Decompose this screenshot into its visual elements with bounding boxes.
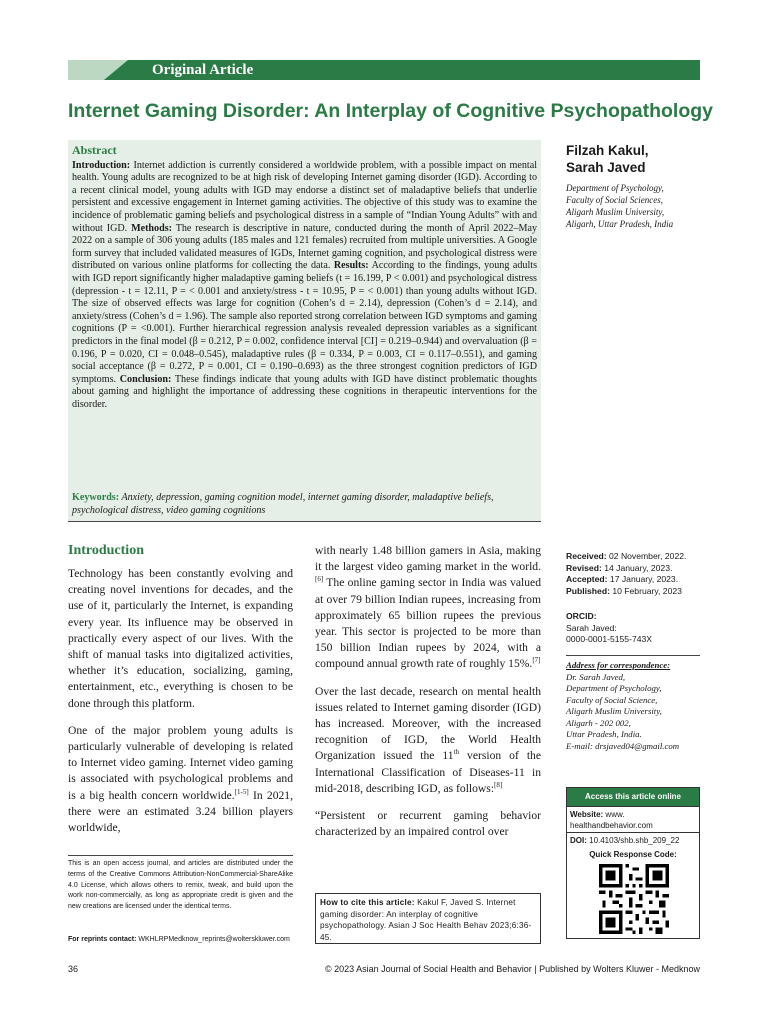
author-name: Sarah Javed [566, 159, 646, 175]
citation-text [320, 897, 536, 943]
correspondence-line: Dr. Sarah Javed, [566, 671, 626, 682]
author-list [566, 143, 649, 176]
abstract-methods-label: Methods: [131, 222, 172, 234]
article-dates [566, 551, 716, 597]
published-date [566, 586, 716, 598]
qr-code-image[interactable] [599, 864, 669, 934]
orcid-name: Sarah Javed: [566, 622, 617, 633]
sidebar-divider [566, 655, 700, 656]
accepted-date [566, 574, 716, 586]
license-divider [68, 855, 293, 856]
body-paragraph [68, 723, 293, 836]
body-paragraph: Technology has been constantly evolving and creating novel inventions for decades, and the use of it, particularly the Internet, is expanding every year. Its influence may be observed in practically every aspect of our lives. With the shift of manual tasks into digitalized activities, whether it’s education, socializing, gaming, entertainment, etc., everything is chosen to be done through this platform. [68, 567, 293, 710]
date-label: Received: [566, 551, 607, 561]
abstract-intro-label: Introduction: [72, 159, 131, 171]
correspondence-heading: Address for correspondence: [566, 660, 671, 670]
article-type-label: Original Article [152, 62, 254, 78]
abstract-box [68, 140, 541, 521]
reprints-label: For reprints contact: [68, 936, 137, 943]
keywords-text: Anxiety, depression, gaming cognition model, internet gaming disorder, maladaptive beliefs, psychological distress, video gaming cognitions [72, 492, 494, 516]
correspondence-line: Aligarh - 202 002, [566, 717, 631, 728]
doi-row[interactable] [567, 832, 699, 848]
reference-link[interactable]: [7] [532, 656, 541, 665]
date-label: Revised: [566, 562, 602, 573]
article-title: Internet Gaming Disorder: An Interplay of Cognitive Psychopathology [68, 100, 714, 122]
paragraph-text: One of the major problem young adults is particularly vulnerable of developing is related to Internet video gaming. Internet video gaming is associated with psychological problems and is a big health concern worldwide. [68, 723, 293, 802]
affiliation-line: Department of Psychology, [566, 183, 664, 193]
access-article-box [566, 787, 700, 939]
website-label: Website: [570, 810, 604, 819]
paragraph-text: In 2021, there were an estimated 3.24 billion players worldwide, [68, 788, 294, 835]
doi-label: DOI: [570, 836, 587, 845]
footer-copyright: © 2023 Asian Journal of Social Health and Behavior | Published by Wolters Kluwer - Medknow [324, 964, 700, 974]
date-label: Published: [566, 585, 610, 596]
ordinal-superscript: th [453, 748, 460, 757]
body-column-2 [315, 543, 541, 851]
introduction-heading: Introduction [68, 543, 144, 558]
affiliation-line: Faculty of Social Sciences, [566, 195, 663, 205]
abstract-results-text: According to the findings, young adults with IGD report significantly higher maladaptive gaming beliefs (t = 16.199, P < 0.001) and psychological distress (depression - t = 12.11, P = < 0.001 and anxiety/stress - t = 10.95, P = < 0.001) than young adults without IGD. The size of observed effects was large for cognition (Cohen’s d = 2.14), depression (Cohen’s d = 2.14), and anxiety/stress (Cohen’s d = 1.96). The sample also reported strong correlation between IGD symptoms and gaming cognitions (P = <0.001). Further hierarchical regression analysis revealed depression variables as a significant predictors in the final model (β = 0.212, P = 0.002, confidence interval [CI] = 0.219–0.944) and overvaluation (β = 0.196, P = 0.020, CI = 0.048–0.545), maladaptive rules (β = 0.334, P = 0.003, CI = 0.117–0.551), and gaming social acceptance (β = 0.272, P = 0.001, CI = 0.190–0.693) as the three strongest cognition predictors of IGD symptoms. [72, 260, 537, 385]
paragraph-text: with nearly 1.48 billion gamers in Asia, making it the largest video gaming market in the world. [315, 544, 541, 574]
abstract-methods-text: The research is descriptive in nature, conducted during the month of April 2022–May 2022 on a sample of 306 young adults (185 males and 121 females) recruited from multiple universities. A Google form survey that included validated measures of IGDs, Internet gaming cognition, and psychological distress were distributed on various online platforms for collecting the data. [72, 222, 537, 272]
date-value: 10 February, 2023 [609, 585, 682, 596]
paragraph-text: version of the International Classification of Diseases-11 in mid-2018, describing IGD, as follows: [315, 749, 541, 795]
abstract-conclusion-text: These findings indicate that young adults with IGD have distinct problematic thoughts about gaming and highlight the importance of addressing these cognitions in therapeutic interventions for the disorder. [72, 373, 537, 410]
paragraph-text: The online gaming sector in India was valued at over 79 billion Indian rupees, increasing from approximately 65 billion rupees the previous year. This sector is projected to be more than 150 billion Indian rupees by 2024, with a compound annual growth rate of roughly 15%. [315, 576, 541, 671]
date-label: Accepted: [566, 574, 608, 584]
page-number: 36 [68, 964, 79, 974]
access-heading: Access this article online [567, 788, 699, 806]
body-paragraph [315, 543, 541, 673]
doi-link[interactable]: 10.4103/shb.shb_209_22 [586, 836, 680, 845]
abstract-heading: Abstract [72, 143, 117, 157]
date-value: 17 January, 2023. [607, 574, 679, 584]
correspondence-line: Department of Psychology, [566, 683, 662, 693]
correspondence-line: Faculty of Social Science, [566, 694, 658, 705]
received-date [566, 551, 716, 563]
date-value: 14 January, 2023. [601, 562, 673, 573]
reference-link[interactable]: [1-5] [234, 787, 249, 796]
abstract-divider [68, 521, 541, 522]
abstract-results-label: Results: [333, 260, 369, 272]
orcid-label: ORCID: [566, 611, 597, 621]
orcid-id[interactable]: 0000-0001-5155-743X [566, 634, 653, 644]
keywords-label: Keywords: [72, 492, 120, 503]
body-paragraph: “Persistent or recurrent gaming behavior characterized by an impaired control over [315, 809, 541, 839]
how-to-cite-box [315, 893, 541, 944]
paragraph-text: Over the last decade, research on mental health issues related to Internet gaming disorder (IGD) has increased. Moreover, with the increased recognition of IGD, the World Health Organization issued the 11 [315, 684, 541, 763]
citation-label: How to cite this article: [320, 898, 415, 907]
correspondence-address [566, 660, 716, 752]
keywords [72, 492, 537, 517]
abstract-body [72, 160, 537, 412]
correspondence-line: Uttar Pradesh, India. [566, 729, 642, 739]
affiliation-line: Aligarh Muslim University, [566, 207, 665, 217]
affiliation-line: Aligarh, Uttar Pradesh, India [566, 219, 674, 229]
website-row[interactable] [567, 806, 699, 832]
correspondence-email[interactable]: E-mail: drsjaved04@gmail.com [566, 740, 680, 751]
orcid-block [566, 611, 716, 646]
reference-link[interactable]: [8] [494, 780, 503, 789]
citation-body: Kakul F, Javed S. Internet gaming disorder: An interplay of cognitive psychopathology. Asian J Soc Health Behav 2023;6:36-45. [320, 898, 532, 942]
abstract-conclusion-label: Conclusion: [119, 373, 172, 385]
body-paragraph [315, 684, 541, 797]
author-affiliation [566, 182, 706, 230]
correspondence-line: Aligarh Muslim University, [566, 706, 662, 716]
abstract-intro-text: Internet addiction is currently considered a worldwide problem, with a possible impact on mental health. Young adults are recognized to be at high risk of developing Internet gaming disorder (IGD). According to a recent clinical model, young adults with IGD may endorse a distinct set of maladaptive beliefs that underlie persistent and excessive engagement in Internet gaming activities. The objective of this study was to examine the incidence of problematic gaming beliefs and psychological distress in a sample of “Indian Young Adults” with and without IGD. [72, 159, 537, 234]
revised-date [566, 563, 716, 575]
reprints-email[interactable]: WKHLRPMedknow_reprints@wolterskluwer.com [136, 936, 290, 943]
date-value: 02 November, 2022. [606, 551, 687, 561]
author-name: Filzah Kakul, [566, 143, 649, 158]
license-notice: This is an open access journal, and articles are distributed under the terms of the Creative Commons Attribution-NonCommercial-ShareAlike 4.0 License, which allows others to remix, tweak, and build upon the work non-commercially, as long as appropriate credit is given and the new creations are licensed under the identical terms. [68, 860, 293, 911]
reference-link[interactable]: [6] [315, 575, 324, 584]
website-link[interactable]: www. healthandbehavior.com [570, 810, 653, 830]
reprints-contact [68, 936, 308, 943]
body-column-1 [68, 566, 293, 847]
qr-code-label: Quick Response Code: [589, 850, 677, 859]
